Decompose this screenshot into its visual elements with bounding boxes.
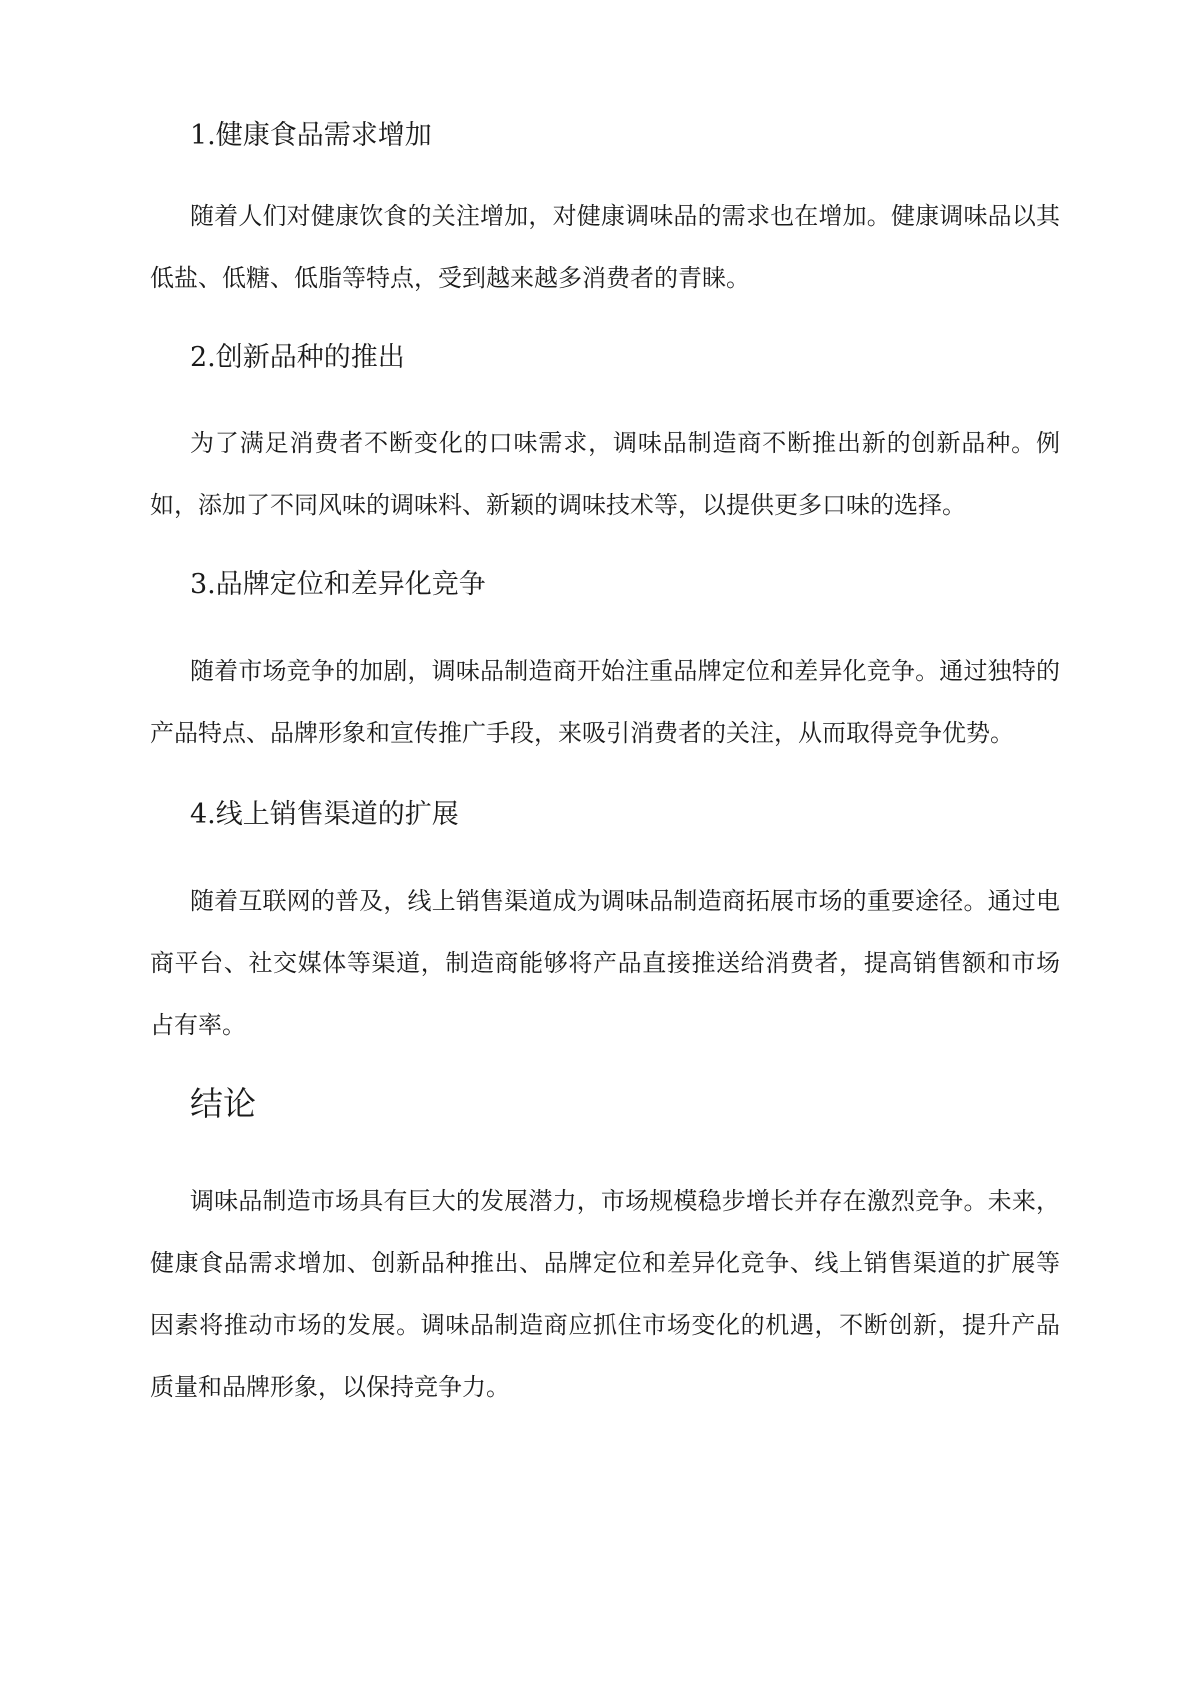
section-paragraph-online-sales: 随着互联网的普及，线上销售渠道成为调味品制造商拓展市场的重要途径。通过电商平台、社交媒体等渠道，制造商能够将产品直接推送给消费者，提高销售额和市场占有率。 (150, 887, 1060, 1039)
section-paragraph-healthy-food: 随着人们对健康饮食的关注增加，对健康调味品的需求也在增加。健康调味品以其低盐、低糖、低脂等特点，受到越来越多消费者的青睐。 (150, 202, 1060, 292)
section-paragraph-branding: 随着市场竞争的加剧，调味品制造商开始注重品牌定位和差异化竞争。通过独特的产品特点、品牌形象和宣传推广手段，来吸引消费者的关注，从而取得竞争优势。 (150, 657, 1060, 747)
conclusion-heading: 结论 (190, 1084, 256, 1123)
conclusion-paragraph: 调味品制造市场具有巨大的发展潜力，市场规模稳步增长并存在激烈竞争。未来，健康食品需求增加、创新品种推出、品牌定位和差异化竞争、线上销售渠道的扩展等因素将推动市场的发展。调味品制造商应抓住市场变化的机遇，不断创新，提升产品质量和品牌形象，以保持竞争力。 (150, 1187, 1060, 1401)
section-heading-online-sales: 4.线上销售渠道的扩展 (190, 799, 459, 830)
section-paragraph-innovation: 为了满足消费者不断变化的口味需求，调味品制造商不断推出新的创新品种。例如，添加了不同风味的调味料、新颖的调味技术等，以提供更多口味的选择。 (150, 429, 1060, 519)
section-heading-branding: 3.品牌定位和差异化竞争 (190, 569, 486, 600)
section-heading-healthy-food: 1.健康食品需求增加 (190, 120, 432, 151)
section-heading-innovation: 2.创新品种的推出 (190, 342, 405, 373)
